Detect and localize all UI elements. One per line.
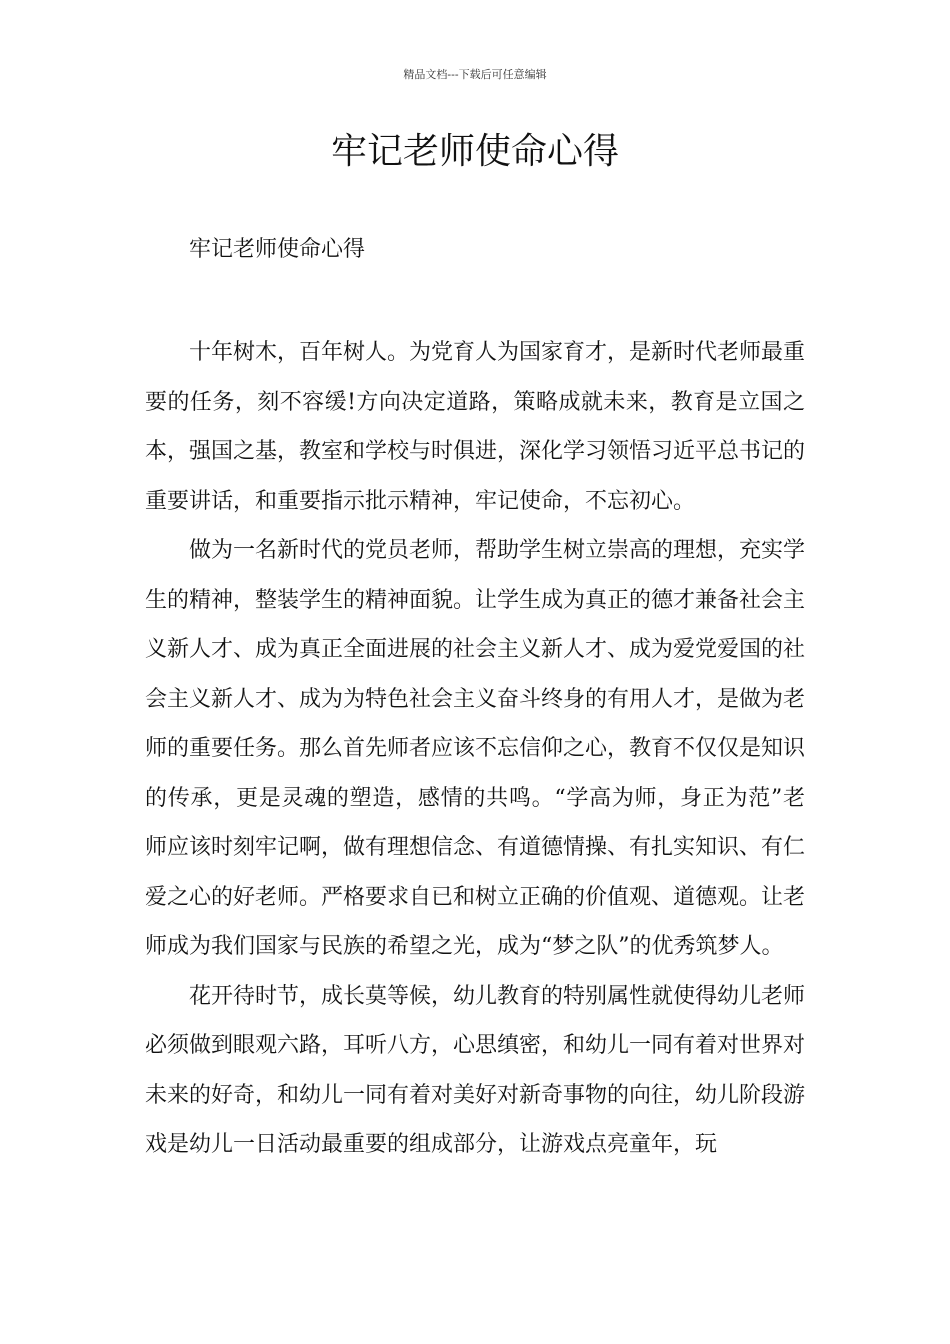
document-body bbox=[145, 328, 805, 1170]
paragraph: 做为一名新时代的党员老师，帮助学生树立崇高的理想，充实学生的精神，整装学生的精神面貌。让学生成为真正的德才兼备社会主义新人才、成为真正全面进展的社会主义新人才、成为爱党爱国的社会主义新人才、成为为特色社会主义奋斗终身的有用人才，是做为老师的重要任务。那么首先师者应该不忘信仰之心，教育不仅仅是知识的传承，更是灵魂的塑造，感情的共鸣。“学高为师，身正为范”老师应该时刻牢记啊，做有理想信念、有道德情操、有扎实知识、有仁爱之心的好老师。严格要求自已和树立正确的价值观、道德观。让老师成为我们国家与民族的希望之光，成为“梦之队”的优秀筑梦人。 bbox=[145, 538, 806, 959]
header-note: 精品文档---下载后可任意编辑 bbox=[403, 68, 547, 81]
paragraph: 十年树木，百年树人。为党育人为国家育才，是新时代老师最重要的任务，刻不容缓!方向决定道路，策略成就未来，教育是立国之本，强国之基，教室和学校与时俱进，深化学习领悟习近平总书记的重要讲话，和重要指示批示精神，牢记使命，不忘初心。 bbox=[145, 340, 806, 514]
paragraph: 花开待时节，成长莫等候，幼儿教育的特别属性就使得幼儿老师必须做到眼观六路，耳听八方，心思缜密，和幼儿一同有着对世界对未来的好奇，和幼儿一同有着对美好对新奇事物的向往，幼儿阶段游戏是幼儿一日活动最重要的组成部分，让游戏点亮童年，玩 bbox=[145, 983, 806, 1157]
document-subtitle: 牢记老师使命心得 bbox=[189, 237, 366, 262]
document-title: 牢记老师使命心得 bbox=[330, 131, 619, 172]
